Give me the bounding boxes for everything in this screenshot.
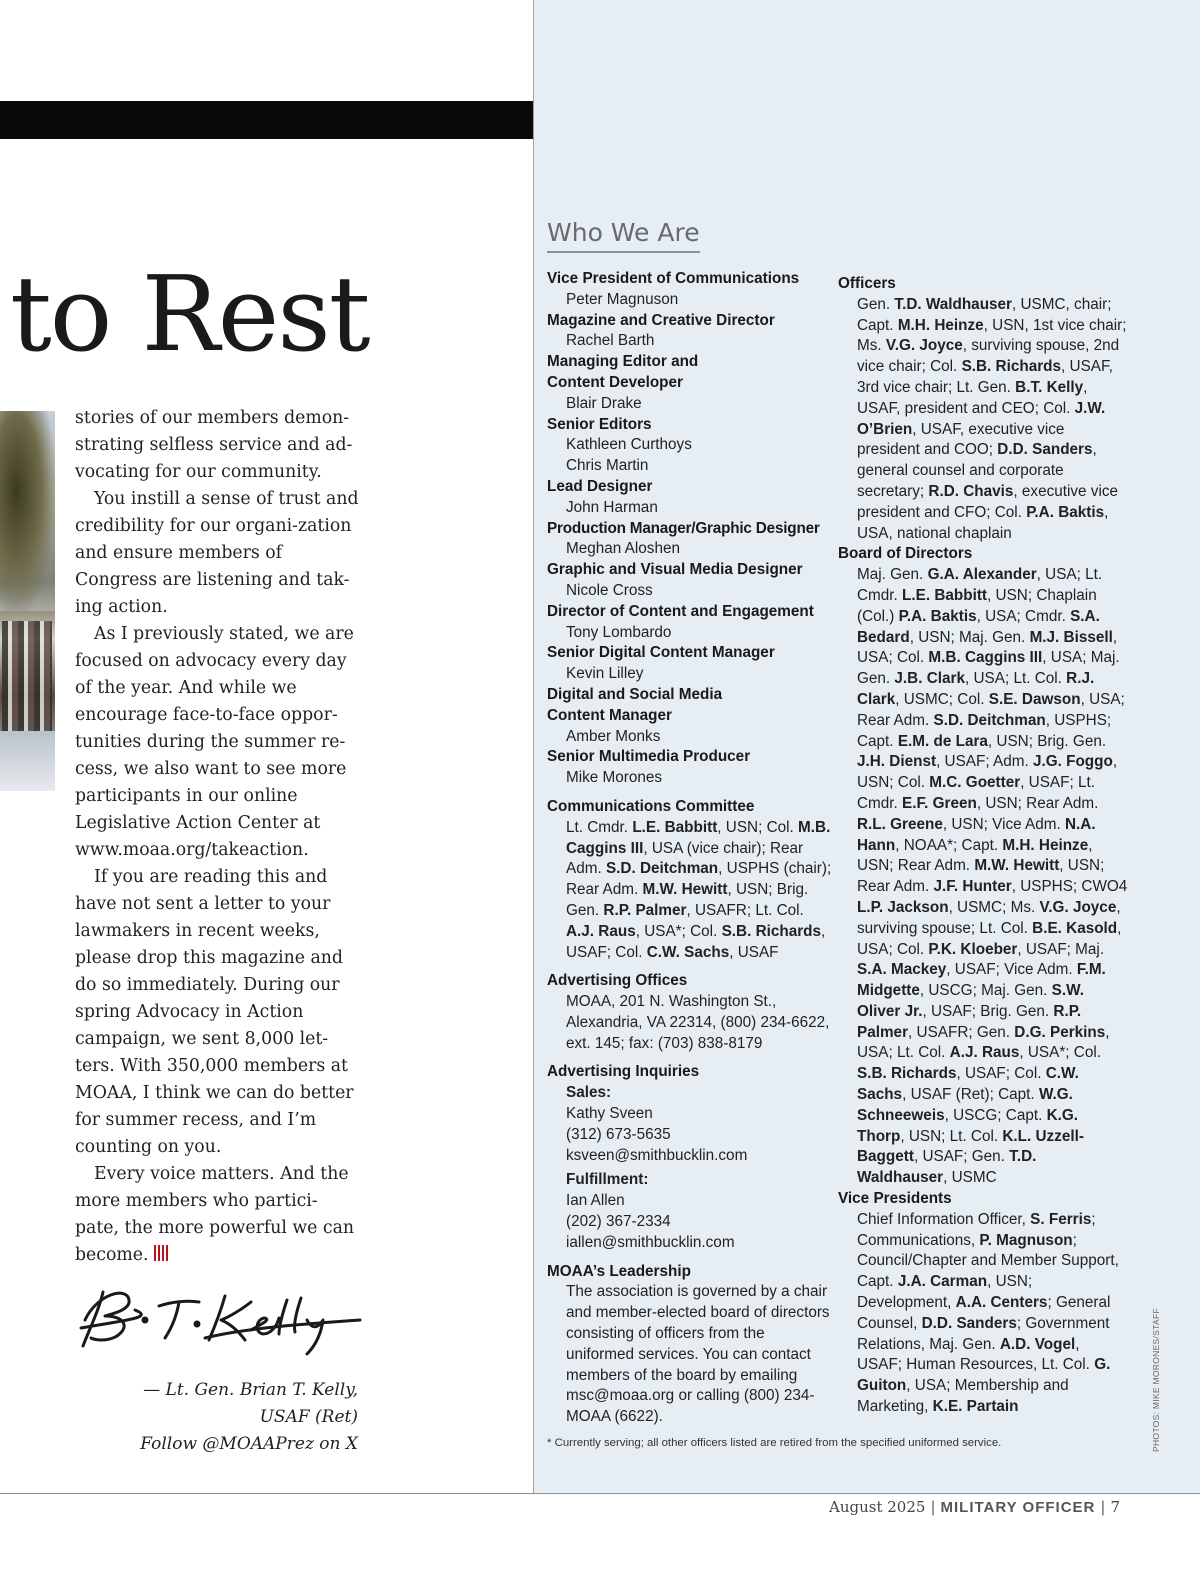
letter-paragraph: If you are reading this and have not sent a letter to your lawmakers in recent weeks, please drop this magazine and do so immediately. During our spring Advocacy in Action campaign, we sent 8,000 let-ters. With 350,000 members at MOAA, I think we can do better for summer recess, and I’m counting on you.	[75, 867, 354, 1157]
photo-ground	[0, 731, 55, 791]
photo-tree	[0, 411, 55, 611]
staff-role: Managing Editor and Content Developer	[547, 353, 699, 391]
staff-role: Senior Digital Content Manager	[547, 644, 775, 662]
staff-name: Amber Monks	[566, 727, 661, 745]
staff-name: Peter Magnuson	[566, 290, 679, 308]
masthead-column-right	[838, 274, 1128, 1418]
sales-contact-name: Kathy Sveen	[566, 1105, 653, 1123]
staff-role: Production Manager/Graphic Designer	[547, 519, 820, 537]
letter-body	[75, 405, 360, 1269]
page-footer	[829, 1497, 1120, 1518]
advertising-offices-address: MOAA, 201 N. Washington St., Alexandria, VA 22314, (800) 234-6622, ext. 145; fax: (703) 838-8179	[566, 993, 830, 1052]
event-photo	[0, 411, 55, 791]
letter-paragraph: You instill a sense of trust and credibility for our organi-zation and ensure members of Congress are listening and tak-ing action.	[75, 489, 359, 617]
staff-name: Mike Morones	[566, 769, 663, 787]
staff-role: Graphic and Visual Media Designer	[547, 561, 803, 579]
staff-role: Digital and Social Media Content Manager	[547, 685, 723, 724]
comm-committee-members: Lt. Cmdr. L.E. Babbitt, USN; Col. M.B. Caggins III, USA (vice chair); Rear Adm. S.D. Deitchman, USPHS (chair); Rear Adm. M.W. Hewitt, USN; Brig. Gen. R.P. Palmer, USAFR; Lt. Col. A.J. Raus, USA*; Col. S.B. Richards, USAF; Col. C.W. Sachs, USAF	[566, 818, 832, 961]
header-black-bar	[0, 101, 533, 139]
staff-name: Blair Drake	[566, 394, 642, 412]
advertising-inquiries-heading: Advertising Inquiries	[547, 1063, 700, 1081]
officers-list: Gen. T.D. Waldhauser, USMC, chair; Capt. M.H. Heinze, USN, 1st vice chair; Ms. V.G. Joyce, surviving spouse, 2nd vice chair; Col. S.B. Richards, USAF, 3rd vice chair; Lt. Gen. B.T. Kelly, USAF, president and CEO; Col. J.W. O’Brien, USAF, executive vice president and COO; D.D. Sanders, general counsel and corporate secretary; R.D. Chavis, executive vice president and CFO; Col. P.A. Baktis, USA, national chaplain	[857, 295, 1127, 542]
vice-presidents-heading: Vice Presidents	[838, 1190, 952, 1208]
fulfillment-label: Fulfillment:	[566, 1171, 649, 1189]
fulfillment-contact-phone: (202) 367-2334	[566, 1213, 671, 1231]
footer-separator: |	[930, 1498, 936, 1516]
photo-people	[2, 621, 52, 731]
staff-role: Vice President of Communications	[547, 270, 800, 287]
footer-date: August 2025	[829, 1498, 926, 1516]
section-title: Who We Are	[547, 217, 700, 253]
masthead-column-left	[547, 269, 832, 1428]
staff-name: Tony Lombardo	[566, 623, 672, 641]
staff-name: Nicole Cross	[566, 581, 653, 599]
board-heading: Board of Directors	[838, 545, 973, 563]
moaa-stripes-icon	[154, 1245, 170, 1261]
staff-name: Chris Martin	[566, 457, 649, 475]
signature-image	[75, 1280, 365, 1360]
staff-role: Senior Editors	[547, 415, 652, 433]
vice-presidents-list: Chief Information Officer, S. Ferris; Communications, P. Magnuson; Council/Chapter and Member Support, Capt. J.A. Carman, USN; Development, A.A. Centers; General Counsel, D.D. Sanders; Government Relations, Maj. Gen. A.D. Vogel, USAF; Human Resources, Lt. Col. G. Guiton, USA; Membership and Marketing, K.E. Partain	[857, 1210, 1119, 1416]
footer-page-number: 7	[1110, 1498, 1120, 1516]
staff-name: John Harman	[566, 498, 658, 516]
leadership-text: The association is governed by a chair and member-elected board of directors consisting of officers from the uniformed services. You can contact members of the board by emailing msc@moaa.org or calling (800) 234-MOAA (6622).	[566, 1283, 830, 1426]
staff-role: Director of Content and Engagement	[547, 602, 814, 620]
footnote: * Currently serving; all other officers listed are retired from the specified uniformed service.	[547, 1437, 1002, 1449]
letter-paragraph-last	[75, 1161, 360, 1269]
sales-contact-email: ksveen@smithbucklin.com	[566, 1146, 748, 1164]
footer-magazine: MILITARY OFFICER	[940, 1499, 1096, 1516]
leadership-heading: MOAA’s Leadership	[547, 1262, 691, 1280]
sign-off	[75, 1377, 358, 1458]
footer-separator: |	[1100, 1498, 1106, 1516]
staff-role: Lead Designer	[547, 477, 653, 495]
board-list: Maj. Gen. G.A. Alexander, USA; Lt. Cmdr. L.E. Babbitt, USN; Chaplain (Col.) P.A. Baktis, USA; Cmdr. S.A. Bedard, USN; Maj. Gen. M.J. Bissell, USA; Col. M.B. Caggins III, USA; Maj. Gen. J.B. Clark, USA; Lt. Col. R.J. Clark, USMC; Col. S.E. Dawson, USA; Rear Adm. S.D. Deitchman, USPHS; Capt. E.M. de Lara, USN; Brig. Gen. J.H. Dienst, USAF; Adm. J.G. Foggo, USN; Col. M.C. Goetter, USAF; Lt. Cmdr. E.F. Green, USN; Rear Adm. R.L. Greene, USN; Vice Adm. N.A. Hann, NOAA*; Capt. M.H. Heinze, USN; Rear Adm. M.W. Hewitt, USN; Rear Adm. J.F. Hunter, USPHS; CWO4 L.P. Jackson, USMC; Ms. V.G. Joyce, surviving spouse; Lt. Col. B.E. Kasold, USA; Col. P.K. Kloeber, USAF; Maj. S.A. Mackey, USAF; Vice Adm. F.M. Midgette, USCG; Maj. Gen. S.W. Oliver Jr., USAF; Brig. Gen. R.P. Palmer, USAFR; Gen. D.G. Perkins, USA; Lt. Col. A.J. Raus, USA*; Col. S.B. Richards, USAF; Col. C.W. Sachs, USAF (Ret); Capt. W.G. Schneeweis, USCG; Capt. K.G. Thorp, USN; Lt. Col. K.L. Uzzell-Baggett, USAF; Gen. T.D. Waldhauser, USMC	[857, 566, 1128, 1187]
staff-name: Rachel Barth	[566, 332, 655, 350]
letter-paragraph: As I previously stated, we are focused on advocacy every day of the year. And while we encourage face-to-face oppor-tunities during the summer re-cess, we also want to see more participants in our online Legislative Action Center at www.moaa.org/takeaction.	[75, 624, 354, 860]
fulfillment-contact-name: Ian Allen	[566, 1192, 625, 1210]
photo-credit: PHOTOS: MIKE MORONES/STAFF	[1151, 1308, 1161, 1452]
staff-role: Senior Multimedia Producer	[547, 748, 751, 766]
letter-paragraph: stories of our members demon-strating selfless service and ad-vocating for our community.	[75, 408, 353, 482]
signoff-social: Follow @MOAAPrez on X	[140, 1434, 358, 1454]
sales-contact-phone: (312) 673-5635	[566, 1125, 671, 1143]
staff-name: Meghan Aloshen	[566, 540, 680, 558]
signoff-service: USAF (Ret)	[259, 1407, 358, 1427]
sales-label: Sales:	[566, 1084, 612, 1102]
staff-role: Magazine and Creative Director	[547, 311, 775, 329]
signoff-name: — Lt. Gen. Brian T. Kelly,	[143, 1380, 358, 1400]
letter-paragraph-text: Every voice matters. And the more members who partici-pate, the more powerful we can become.	[75, 1164, 355, 1265]
staff-name: Kathleen Curthoys	[566, 436, 692, 454]
bottom-rule	[0, 1493, 1200, 1494]
headline: to Rest	[10, 253, 369, 375]
comm-committee-heading: Communications Committee	[547, 797, 755, 815]
staff-name: Kevin Lilley	[566, 665, 644, 683]
officers-heading: Officers	[838, 275, 896, 292]
advertising-offices-heading: Advertising Offices	[547, 972, 688, 990]
fulfillment-contact-email: iallen@smithbucklin.com	[566, 1233, 735, 1251]
